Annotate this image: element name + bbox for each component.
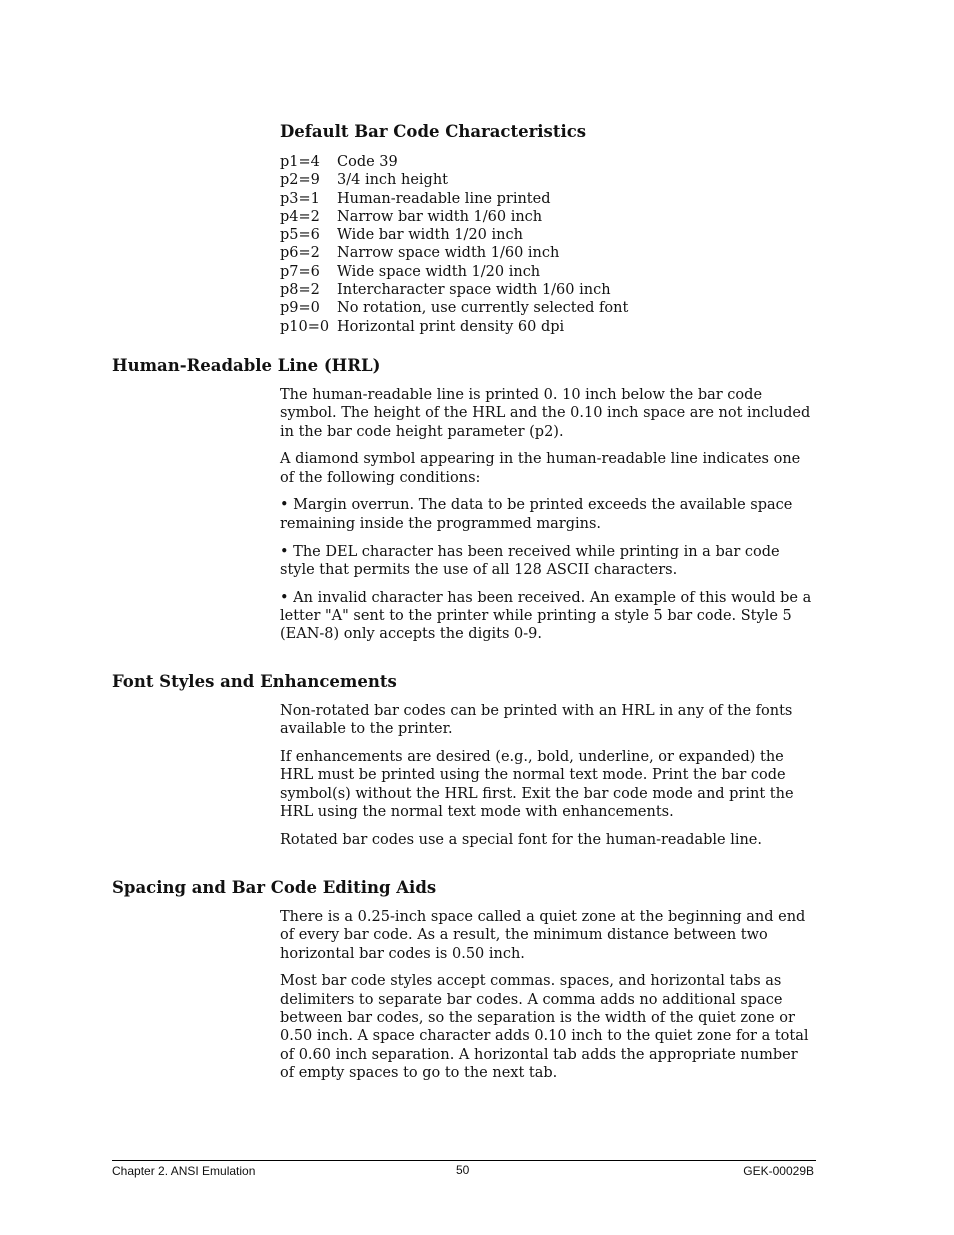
footer-divider [112,1160,816,1161]
paragraph: The human-readable line is printed 0. 10 inch below the bar code symbol. The height of the HRL and the 0.10 inch space are not included in the bar code height parameter (p2). [280,387,811,440]
parameter-key: p6=2 [280,245,320,262]
parameter-row [280,299,628,317]
parameter-value: Code 39 [337,154,398,170]
hrl-section-heading: Human-Readable Line (HRL) [112,356,381,375]
default-characteristics-heading: Default Bar Code Characteristics [280,122,587,141]
parameter-row [280,281,628,299]
parameter-row [280,226,628,244]
bullet-item: • The DEL character has been received while printing in a bar code style that permits the use of all 128 ASCII characters. [280,543,780,578]
parameter-value: Narrow space width 1/60 inch [337,245,560,262]
paragraph: Most bar code styles accept commas. spaces, and horizontal tabs as delimiters to separate bar codes. A comma adds no additional space between bar codes, so the separation is the width of the quiet zone or 0.50 inch. A space character adds 0.10 inch to the quiet zone for a total of 0.60 inch separation. A horizontal tab adds the appropriate number of empty spaces to go to the next tab. [280,973,809,1081]
bullet-item: • Margin overrun. The data to be printed exceeds the available space remaining inside the programmed margins. [280,497,793,532]
parameter-value: No rotation, use currently selected font [337,300,629,317]
spacing-section-heading: Spacing and Bar Code Editing Aids [112,878,437,897]
parameter-value: Horizontal print density 60 dpi [337,318,565,335]
parameter-value: Human-readable line printed [337,190,551,207]
footer-page-number: 50 [456,1163,470,1177]
parameter-key: p4=2 [280,208,320,225]
parameter-key: p5=6 [280,227,320,244]
font-styles-section-heading: Font Styles and Enhancements [112,672,397,691]
paragraph: Non-rotated bar codes can be printed with an HRL in any of the fonts available to the printer. [280,703,793,738]
parameter-row [280,244,628,262]
paragraph: A diamond symbol appearing in the human-readable line indicates one of the following conditions: [280,451,801,486]
parameter-value: Narrow bar width 1/60 inch [337,208,543,225]
parameter-key: p3=1 [280,190,320,207]
footer-document-id: GEK-00029B [743,1164,814,1178]
parameter-key: p7=6 [280,263,320,280]
spacing-section-body [280,908,816,1092]
parameter-key: p8=2 [280,282,320,299]
footer-chapter-title: Chapter 2. ANSI Emulation [112,1164,256,1178]
parameter-row [280,171,628,189]
parameter-value: Intercharacter space width 1/60 inch [337,282,611,299]
font-styles-section-body [280,702,816,859]
parameter-key: p2=9 [280,172,320,189]
hrl-section-body [280,386,816,653]
parameter-row [280,263,628,281]
parameter-row [280,318,628,336]
paragraph: If enhancements are desired (e.g., bold, underline, or expanded) the HRL must be printed using the normal text mode. Print the bar code symbol(s) without the HRL first. Exit the bar code mode and print the HRL using the normal text mode with enhancements. [280,749,794,820]
parameter-row [280,208,628,226]
parameter-row [280,190,628,208]
paragraph: Rotated bar codes use a special font for the human-readable line. [280,831,762,848]
parameter-key: p9=0 [280,300,320,317]
parameter-row [280,153,628,171]
parameter-value: 3/4 inch height [337,172,448,189]
bullet-item: • An invalid character has been received. An example of this would be a letter "A" sent to the printer while printing a style 5 bar code. Style 5 (EAN-8) only accepts the digits 0-9. [280,589,812,643]
parameter-value: Wide bar width 1/20 inch [337,227,523,244]
paragraph: There is a 0.25-inch space called a quiet zone at the beginning and end of every bar code. As a result, the minimum distance between two horizontal bar codes is 0.50 inch. [280,909,806,962]
parameter-key: p1=4 [280,154,320,170]
parameter-value: Wide space width 1/20 inch [337,263,541,280]
default-parameters-list [280,153,628,336]
parameter-key: p10=0 [280,318,330,335]
